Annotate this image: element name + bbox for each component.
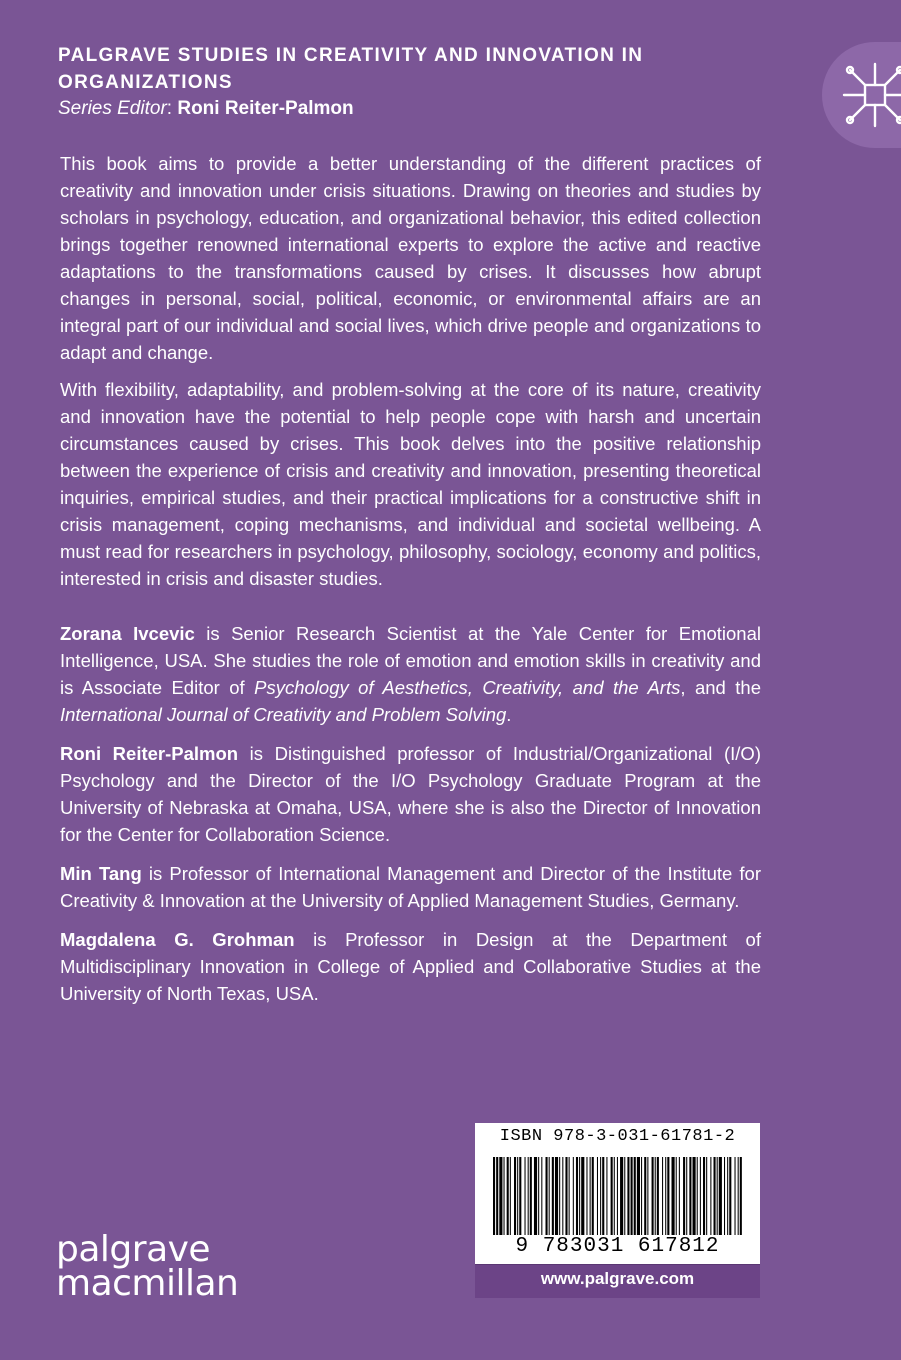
barcode-bar xyxy=(573,1157,574,1235)
barcode-bar xyxy=(546,1157,548,1235)
barcode-bar xyxy=(576,1157,578,1235)
barcode-bar xyxy=(627,1157,629,1235)
barcode-bar xyxy=(581,1157,584,1235)
barcode-bar xyxy=(637,1157,640,1235)
logo-line-macmillan: macmillan xyxy=(56,1263,239,1304)
barcode-bar xyxy=(586,1157,587,1235)
journal-title: Psychology of Aesthetics, Creativity, and the Arts xyxy=(254,677,681,698)
bio-name: Zorana Ivcevic xyxy=(60,623,195,644)
book-description xyxy=(60,150,761,602)
barcode-bar xyxy=(496,1157,498,1235)
barcode-bar xyxy=(631,1157,633,1235)
barcode-bar xyxy=(714,1157,716,1235)
barcode-bar xyxy=(724,1157,725,1235)
barcode-bar xyxy=(624,1157,625,1235)
barcode-bar xyxy=(686,1157,687,1235)
series-editor: Series Editor: Roni Reiter-Palmon xyxy=(58,98,354,119)
barcode-bar xyxy=(555,1157,558,1235)
bio-zorana-ivcevic xyxy=(60,620,761,728)
barcode-bar xyxy=(657,1157,659,1235)
barcode-icon xyxy=(491,1157,744,1237)
barcode-bar xyxy=(729,1157,731,1235)
series-title: PALGRAVE STUDIES IN CREATIVITY AND INNOVATION IN ORGANIZATIONS xyxy=(58,45,644,93)
barcode-bar xyxy=(510,1157,511,1235)
barcode-bar xyxy=(552,1157,554,1235)
bio-roni-reiter-palmon xyxy=(60,740,761,848)
barcode-bar xyxy=(569,1157,570,1235)
series-editor-name: Roni Reiter-Palmon xyxy=(177,98,354,119)
barcode-bar xyxy=(740,1157,742,1235)
bio-min-tang xyxy=(60,860,761,914)
barcode-bar xyxy=(738,1157,739,1235)
barcode-bar xyxy=(655,1157,656,1235)
website-strip xyxy=(475,1264,760,1298)
barcode-bar xyxy=(647,1157,648,1235)
barcode-bar xyxy=(665,1157,666,1235)
barcode-bar xyxy=(717,1157,718,1235)
palgrave-emblem xyxy=(822,42,901,148)
barcode-bar xyxy=(679,1157,680,1235)
bio-name: Min Tang xyxy=(60,863,142,884)
barcode-bar xyxy=(735,1157,736,1235)
series-editor-label: Series Editor xyxy=(58,98,167,119)
barcode-bar xyxy=(504,1157,505,1235)
barcode-bar xyxy=(562,1157,563,1235)
barcode-bar xyxy=(644,1157,646,1235)
barcode-bar xyxy=(565,1157,567,1235)
isbn-label: ISBN 978-3-031-61781-2 xyxy=(499,1127,736,1146)
bio-name: Magdalena G. Grohman xyxy=(60,929,295,950)
barcode-bar xyxy=(689,1157,691,1235)
barcode-bar xyxy=(662,1157,663,1235)
barcode-bar xyxy=(719,1157,722,1235)
description-paragraph-1: This book aims to provide a better understanding of the different practices of creativity and innovation under crisis situations. Drawing on theories and studies by scholars in psychology, education, and organizational behavior, this edited collection brings together renowned international experts to explore the active and reactive adaptations to the transformations caused by crises. It discusses how abrupt changes in personal, social, political, economic, or environmental affairs are an integral part of our individual and social lives, which drive people and organizations to adapt and change. xyxy=(60,153,761,363)
barcode-bar xyxy=(590,1157,591,1235)
barcode-bar xyxy=(710,1157,711,1235)
barcode-bar xyxy=(727,1157,728,1235)
barcode-bar xyxy=(559,1157,560,1235)
barcode-bar xyxy=(672,1157,675,1235)
barcode-bar xyxy=(703,1157,705,1235)
barcode-bar xyxy=(499,1157,502,1235)
barcode-bar xyxy=(514,1157,516,1235)
barcode-bar xyxy=(606,1157,607,1235)
barcode-bar xyxy=(611,1157,613,1235)
barcode-bar xyxy=(706,1157,707,1235)
barcode-bar xyxy=(641,1157,642,1235)
barcode-bar xyxy=(700,1157,701,1235)
barcode-bar xyxy=(693,1157,696,1235)
barcode-bar xyxy=(620,1157,623,1235)
bio-text: . xyxy=(506,704,512,725)
palgrave-macmillan-logo xyxy=(56,1229,239,1304)
editor-bios xyxy=(60,620,761,1019)
barcode-bar xyxy=(600,1157,601,1235)
description-paragraph-2: With flexibility, adaptability, and problem-solving at the core of its nature, creativity and innovation have the potential to help people cope with harsh and uncertain circumstances caused by crises. This book delves into the positive relationship between the experience of crisis and creativity and innovation, presenting theoretical inquiries, empirical studies, and their practical implications for a constructive shift in crisis management, coping mechanisms, and individual and societal wellbeing. A must read for researchers in psychology, philosophy, sociology, economy and politics, interested in crisis and disaster studies. xyxy=(60,379,761,589)
barcode-bar xyxy=(676,1157,677,1235)
barcode-bar xyxy=(667,1157,669,1235)
bio-text: is Senior Research Scientist at the Yale Center for Emotional Intelligence, USA. She studies the role of emotion and emotion skills in creativity and is Associate Editor of xyxy=(60,623,761,698)
bio-name: Roni Reiter-Palmon xyxy=(60,743,239,764)
barcode-bar xyxy=(507,1157,509,1235)
barcode-bar xyxy=(517,1157,518,1235)
barcode-bar xyxy=(652,1157,654,1235)
network-icon xyxy=(836,56,901,134)
barcode-bar xyxy=(614,1157,615,1235)
barcode-bar xyxy=(592,1157,594,1235)
barcode-bar xyxy=(538,1157,539,1235)
barcode-bar xyxy=(602,1157,604,1235)
barcode-bar xyxy=(519,1157,521,1235)
bio-text: is Professor in Design at the Department of Multidisciplinary Innovation in College of Applied and Collaborative Studies at the University of North Texas, USA. xyxy=(60,929,761,1004)
journal-title: International Journal of Creativity and Problem Solving xyxy=(60,704,507,725)
barcode-bar xyxy=(541,1157,542,1235)
barcode-bar xyxy=(683,1157,685,1235)
barcode-bar xyxy=(534,1157,537,1235)
publisher-website[interactable]: www.palgrave.com xyxy=(540,1269,695,1288)
bio-text: is Professor of International Management and Director of the Institute for Creativity & Innovation at the University of Applied Management Studies, Germany. xyxy=(60,863,762,911)
barcode-bar xyxy=(525,1157,526,1235)
barcode-bar xyxy=(579,1157,580,1235)
barcode-bar xyxy=(617,1157,618,1235)
barcode-bar xyxy=(528,1157,529,1235)
barcode-digits: 9 783031 617812 xyxy=(515,1235,720,1258)
bio-text: , and the xyxy=(680,677,761,698)
barcode-bar xyxy=(634,1157,636,1235)
barcode-bar xyxy=(493,1157,495,1235)
barcode-bar xyxy=(549,1157,550,1235)
logo-line-palgrave: palgrave xyxy=(56,1229,211,1270)
barcode-bar xyxy=(597,1157,598,1235)
barcode-bar xyxy=(530,1157,532,1235)
barcode-bar xyxy=(697,1157,698,1235)
bio-text: is Distinguished professor of Industrial/Organizational (I/O) Psychology and the Director of the I/O Psychology Graduate Program at the University of Nebraska at Omaha, USA, where she is also the Director of Innovation for the Center for Collaboration Science. xyxy=(60,743,761,845)
barcode-box xyxy=(475,1123,760,1297)
bio-magdalena-grohman xyxy=(60,926,761,1007)
